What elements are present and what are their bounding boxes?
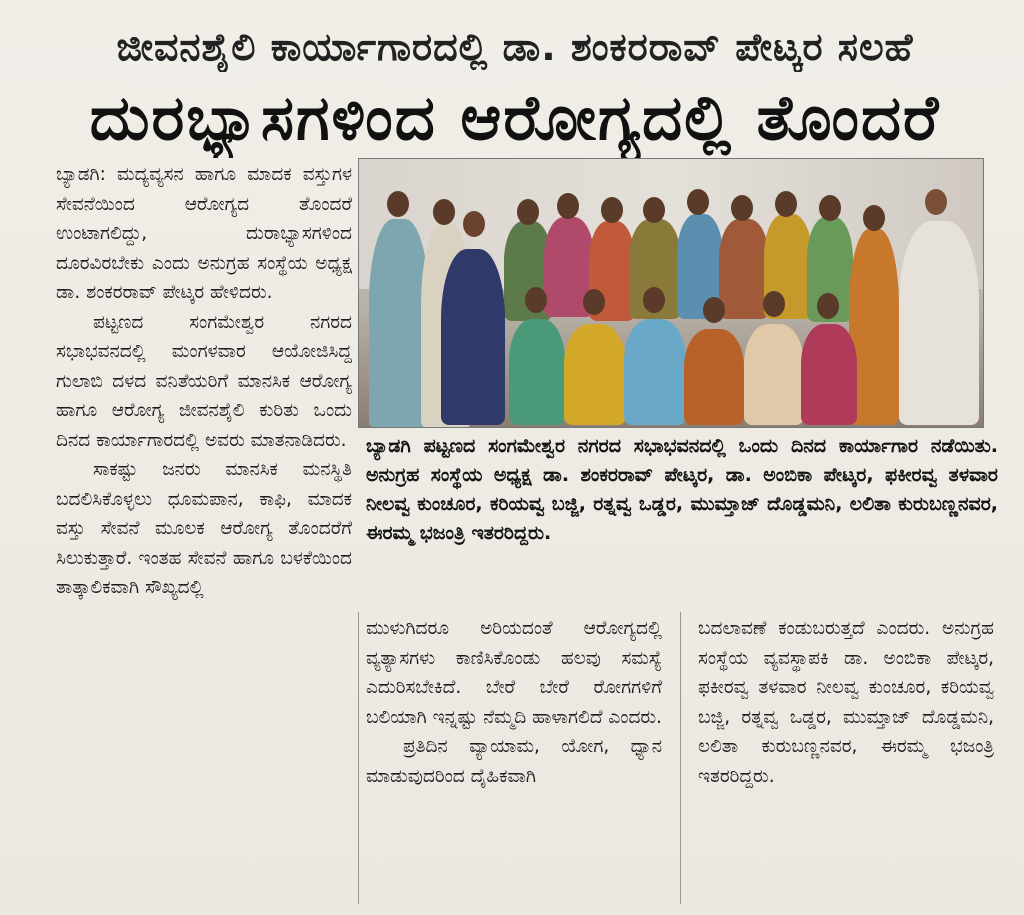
photo-head bbox=[731, 195, 753, 221]
paragraph-venue: ಪಟ್ಟಣದ ಸಂಗಮೇಶ್ವರ ನಗರದ ಸಭಾಭವನದಲ್ಲಿ ಮಂಗಳವಾರ ಆಯೋಜಿಸಿದ್ದ ಗುಲಾಬಿ ದಳದ ವನಿತೆಯರಿಗೆ ಮಾನಸಿಕ ಆರೋಗ್ಯ ಹಾಗೂ ಆರೋಗ್ಯ ಜೀವನಶೈಲಿ ಕುರಿತು ಒಂದು ದಿನದ ಕಾರ್ಯಾಗಾರದಲ್ಲಿ ಅವರು ಮಾತನಾಡಿದರು. bbox=[56, 311, 352, 451]
photo-head bbox=[557, 193, 579, 219]
photo-head bbox=[433, 199, 455, 225]
photo-head bbox=[819, 195, 841, 221]
photo-figure bbox=[369, 219, 429, 428]
photo-head bbox=[687, 189, 709, 215]
photo-head bbox=[643, 197, 665, 223]
paragraph-closing: ಬದಲಾವಣೆ ಕಂಡುಬರುತ್ತದೆ ಎಂದರು. ಅನುಗ್ರಹ ಸಂಸ್ಥೆಯ ವ್ಯವಸ್ಥಾಪಕಿ ಡಾ. ಅಂಬಿಕಾ ಪೇಟ್ಕರ, ಫಕೀರವ್ವ ತಳವಾರ ನೀಲವ್ವ ಕುಂಚೂರ, ಕರಿಯವ್ವ ಬಜ್ಜಿ, ರತ್ನವ್ವ ಒಡ್ಡರ, ಮುಮ್ತಾಜ್ ದೊಡ್ಡಮನಿ, ಲಲಿತಾ ಕುರುಬಣ್ಣನವರ, ಈರಮ್ಮ ಭಜಂತ್ರಿ ಇತರರಿದ್ದರು. bbox=[698, 618, 994, 787]
photo-figure bbox=[744, 324, 804, 425]
photo-head bbox=[517, 199, 539, 225]
photo-head bbox=[863, 205, 885, 231]
photo-figure bbox=[509, 319, 565, 425]
column-divider bbox=[358, 612, 359, 904]
text-column-left bbox=[56, 160, 352, 900]
paragraph-habits: ಸಾಕಷ್ಟು ಜನರು ಮಾನಸಿಕ ಮನಸ್ಥಿತಿ ಬದಲಿಸಿಕೊಳ್ಳಲು ಧೂಮಪಾನ, ಕಾಫಿ, ಮಾದಕ ವಸ್ತು ಸೇವನೆ ಮೂಲಕ ಆರೋಗ್ಯ ತೊಂದರೆಗೆ ಸಿಲುಕುತ್ತಾರೆ. ಇಂತಹ ಸೇವನೆ ಹಾಗೂ ಬಳಕೆಯಿಂದ ತಾತ್ಕಾಲಿಕವಾಗಿ ಸೌಖ್ಯದಲ್ಲಿ bbox=[56, 459, 352, 598]
text-column-middle bbox=[366, 614, 662, 904]
photo-head bbox=[775, 191, 797, 217]
photo-head bbox=[703, 297, 725, 323]
photo-head bbox=[601, 197, 623, 223]
group-photo bbox=[358, 158, 984, 428]
photo-head bbox=[763, 291, 785, 317]
photo-figure bbox=[899, 221, 979, 425]
photo-head bbox=[463, 211, 485, 237]
photo-caption: ಬ್ಯಾಡಗಿ ಪಟ್ಟಣದ ಸಂಗಮೇಶ್ವರ ನಗರದ ಸಭಾಭವನದಲ್ಲಿ ಒಂದು ದಿನದ ಕಾರ್ಯಾಗಾರ ನಡೆಯಿತು. ಅನುಗ್ರಹ ಸಂಸ್ಥೆಯ ಅಧ್ಯಕ್ಷ ಡಾ. ಶಂಕರರಾವ್ ಪೇಟ್ಕರ, ಡಾ. ಅಂಬಿಕಾ ಪೇಟ್ಕರ, ಫಕೀರವ್ವ ತಳವಾರ ನೀಲವ್ವ ಕುಂಚೂರ, ಕರಿಯವ್ವ ಬಜ್ಜಿ, ರತ್ನವ್ವ ಒಡ್ಡರ, ಮುಮ್ತಾಜ್ ದೊಡ್ಡಮನಿ, ಲಲಿತಾ ಕುರುಬಣ್ಣನವರ, ಈರಮ್ಮ ಭಜಂತ್ರಿ ಇತರರಿದ್ದರು. bbox=[366, 435, 998, 544]
photo-figure bbox=[684, 329, 744, 425]
column-divider bbox=[680, 612, 681, 904]
photo-head bbox=[583, 289, 605, 315]
article-headline: ದುರಭ್ಯಾಸಗಳಿಂದ ಆರೋಗ್ಯದಲ್ಲಿ ತೊಂದರೆ bbox=[89, 81, 941, 154]
photo-figure bbox=[441, 249, 505, 425]
text-column-right bbox=[698, 614, 994, 904]
photo-figure bbox=[801, 324, 857, 425]
article-kicker: ಜೀವನಶೈಲಿ ಕಾರ್ಯಾಗಾರದಲ್ಲಿ ಡಾ. ಶಂಕರರಾವ್ ಪೇಟ್ಕರ ಸಲಹೆ bbox=[116, 25, 914, 69]
photo-head bbox=[643, 287, 665, 313]
paragraph-problems: ಮುಳುಗಿದರೂ ಅರಿಯದಂತೆ ಆರೋಗ್ಯದಲ್ಲಿ ವ್ಯತ್ಯಾಸಗಳು ಕಾಣಿಸಿಕೊಂಡು ಹಲವು ಸಮಸ್ಯೆ ಎದುರಿಸಬೇಕಿದೆ. ಬೇರೆ ಬೇರೆ ರೋಗಗಳಿಗೆ ಬಲಿಯಾಗಿ ಇನ್ನಷ್ಟು ನೆಮ್ಮದಿ ಹಾಳಾಗಲಿದೆ ಎಂದರು. bbox=[366, 618, 662, 728]
photo-head bbox=[387, 191, 409, 217]
photo-figure bbox=[564, 324, 626, 425]
photo-head bbox=[817, 293, 839, 319]
photo-head bbox=[525, 287, 547, 313]
photo-head bbox=[925, 189, 947, 215]
photo-figure bbox=[719, 219, 769, 319]
photo-figure bbox=[624, 319, 686, 425]
paragraph-dateline: ಬ್ಯಾಡಗಿ: ಮದ್ಯವ್ಯಸನ ಹಾಗೂ ಮಾದಕ ವಸ್ತುಗಳ ಸೇವನೆಯಿಂದ ಆರೋಗ್ಯದ ತೊಂದರೆ ಉಂಟಾಗಲಿದ್ದು, ದುರಾಭ್ಯಾಸಗಳಿಂದ ದೂರವಿರಬೇಕು ಎಂದು ಅನುಗ್ರಹ ಸಂಸ್ಥೆಯ ಅಧ್ಯಕ್ಷ ಡಾ. ಶಂಕರರಾವ್ ಪೇಟ್ಕರ ಹೇಳಿದರು. bbox=[56, 164, 352, 303]
paragraph-exercise: ಪ್ರತಿದಿನ ವ್ಯಾಯಾಮ, ಯೋಗ, ಧ್ಯಾನ ಮಾಡುವುದರಿಂದ ದೈಹಿಕವಾಗಿ bbox=[366, 736, 662, 787]
